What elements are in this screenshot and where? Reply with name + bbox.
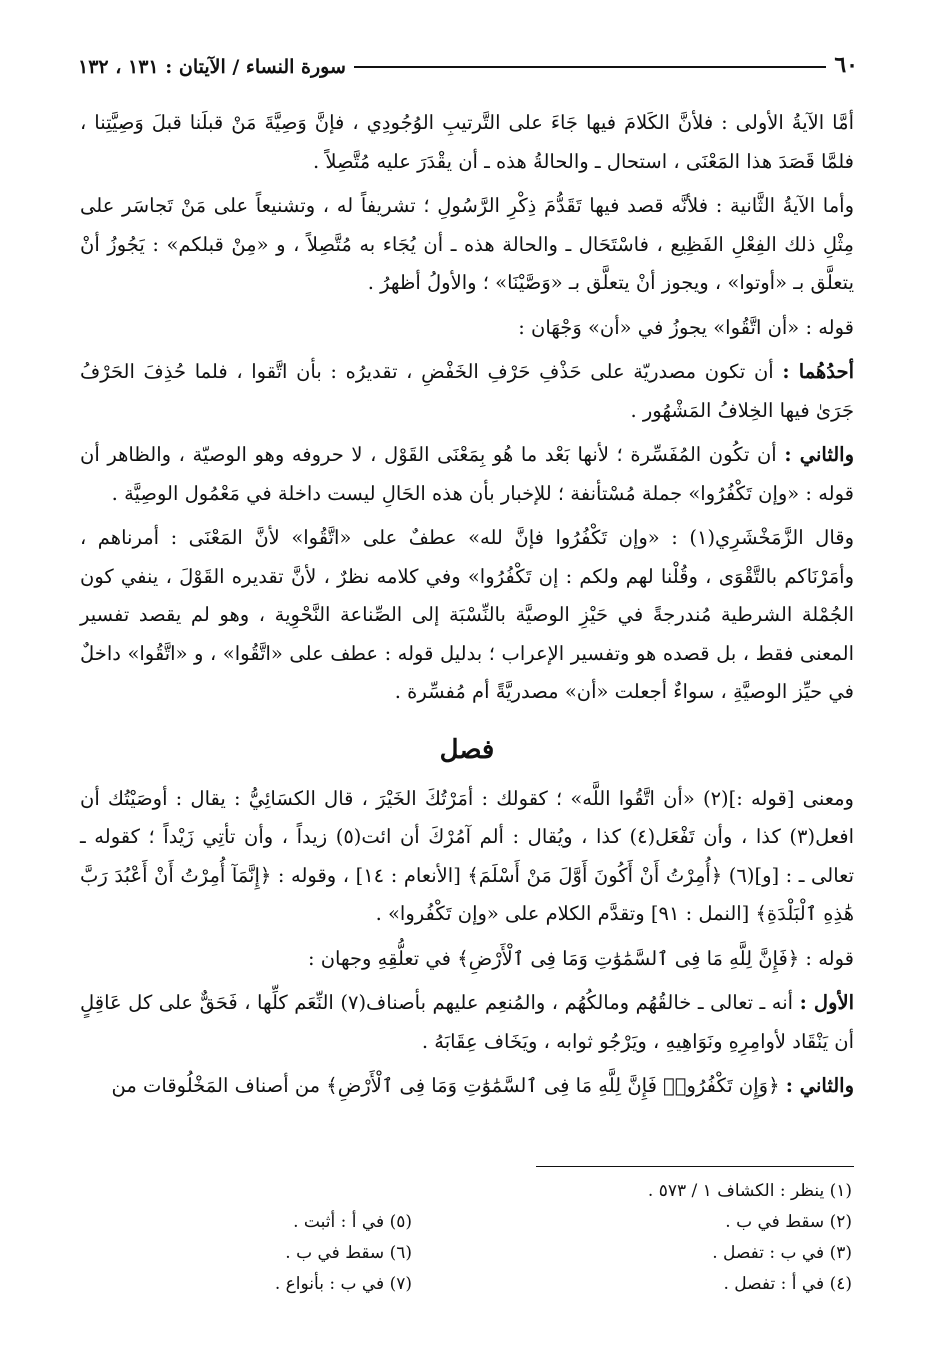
footnotes-column-right (542, 1176, 852, 1300)
paragraph-label: الأول : (799, 991, 854, 1014)
paragraph: وقال الزَّمَخْشَرِي(١) : «وإن تَكْفُرُوا فإنَّ لله» عطفٌ على «اتَّقُوا» لأنَّ المَعْنَى : أمرناهم ، وأمَرْنَاكم بالتَّقْوَى ، وقُلْنا لهم ولكم : إن تَكْفُرُوا» وفي كلامه نظرٌ ، لأنَّ تقديره القَوْلَ ، ينفي كون الجُمْلة الشرطية مُندرجةً في حَيْزِ الوصيَّة بالنِّسْبَة إلى الصِّناعة النَّحْوِية ، وهو لم يقصد تفسير المعنى فقط ، بل قصده هو وتفسير الإعراب ؛ بدليل قوله : عطف على «اتَّقُوا» ، و «اتَّقُوا» داخلٌ في حيِّز الوصيَّةِ ، سواءٌ أجعلت «أن» مصدريَّةً أم مُفسِّرة . (80, 526, 854, 703)
running-title: سورة النساء / الآيتان : ١٣١ ، ١٣٢ (78, 56, 346, 78)
paragraph-label: والثاني : (784, 443, 854, 466)
footnote: (٤) في أ : تفصل . (723, 1274, 852, 1294)
paragraph: والثاني : ﴿وَإِن تَكْفُرُوا۟ فَإِنَّ لِلَّهِ مَا فِى ٱلسَّمَٰوَٰتِ وَمَا فِى ٱلْأَرْضِ﴾ من أصناف المَخْلُوقات من (111, 1074, 854, 1097)
footnote: (٣) في ب : تفصل . (712, 1243, 852, 1263)
header-rule (354, 66, 826, 68)
paragraph: قوله : ﴿فَإِنَّ لِلَّهِ مَا فِى ٱلسَّمَٰوَٰتِ وَمَا فِى ٱلْأَرْضِ﴾ في تعلُّقِهِ وجهان : (307, 946, 854, 970)
main-text (80, 104, 854, 1112)
paragraph-label: أحدُهُما : (782, 360, 854, 383)
paragraph: والثاني : أن تكُون المُفَسِّرة ؛ لأنها بَعْد ما هُو بِمَعْنَى القَوْل ، لا حروفه وهو الوصيّة ، والظاهر أن قوله : «وإن تَكْفُرُوا» جملة مُسْتأنفة ؛ للإخبار بأن هذه الحَالِ ليست داخلة في مَعْمُول الوصِيَّة . (80, 443, 854, 505)
footnote: (٧) في ب : بأنواع . (274, 1274, 412, 1294)
section-title: فصل (439, 734, 495, 765)
footnote: (٢) سقط في ب . (725, 1212, 852, 1232)
footnote-rule (536, 1166, 854, 1167)
paragraph: وأما الآيةُ الثَّانية : فلأنَّه قصد فيها تَقَدُّمَ ذِكْرِ الرَّسُولِ ؛ تشريفاً له ، وتشنيعاً على مَنْ تَجاسَر على مِثْلِ ذلك الفِعْلِ الفَظِيع ، فاسْتَحَال ـ والحالة هذه ـ أن يُجَاء به مُتَّصِلاً ، و «مِنْ قبلكم» : يَجُوزُ أنْ يتعلَّق بـ «أوتوا» ، ويجوز أنْ يتعلَّق بـ «وَصَّيْنَا» ؛ والأولُ أظهرُ . (80, 194, 854, 294)
footnote: (٥) في أ : أثبت . (293, 1212, 412, 1232)
paragraph: ومعنى [قوله :](٢) «أن اتَّقُوا اللَّه» ؛ كقولك : أمَرْتُكَ الخَيْرَ ، قال الكسَائِيُّ : يقال : أوصَيْتُك أن افعل(٣) كذا ، وأن تَفْعَل(٤) كذا ، ويُقال : ألم آمُرْكَ أن ائت(٥) زيداً ، وأن تأتِي زَيْداً ؛ كقوله ـ تعالى ـ : [و](٦) ﴿أُمِرْتُ أَنْ أَكُونَ أَوَّلَ مَنْ أَسْلَمَ﴾ [الأنعام : ١٤] ، وقوله : ﴿إِنَّمَآ أُمِرْتُ أَنْ أَعْبُدَ رَبَّ هَٰذِهِ ٱلْبَلْدَةِ﴾ [النمل : ٩١] وتقدَّم الكلام على «وإن تَكْفُروا» . (80, 786, 855, 925)
footnotes (232, 1176, 852, 1300)
page-number: ٦٠ (834, 52, 858, 78)
paragraph: قوله : «أن اتَّقُوا» يجوزُ في «أن» وَجْهَان : (518, 315, 854, 339)
footnote: (٦) سقط في ب . (285, 1243, 412, 1263)
paragraph: أمَّا الآيةُ الأولى : فلأنَّ الكَلامَ فيها جَاءَ على التَّرتيبِ الوُجُودِي ، فإنَّ وَصِيَّةَ مَنْ قبلَنا قبلَ وَصِيَّتِنا ، فلمَّا قَصَدَ هذا المَعْنَى ، استحال ـ والحالةُ هذه ـ أن يقْدَرَ عليه مُتَّصِلاً . (80, 111, 854, 173)
page-header (78, 38, 858, 78)
footnote: (١) ينظر : الكشاف ١ / ٥٧٣ . (647, 1181, 852, 1201)
paragraph: الأول : أنه ـ تعالى ـ خالقُهُم ومالكُهُم ، والمُنعِم عليهم بأصناف(٧) النِّعَم كلِّها ، فَحَقٌّ على كل عَاقِلٍ أن يَنْقَاد لأوامِرِهِ ونَوَاهِيهِ ، ويَرْجُو ثوابه ، ويَخَاف عِقَابَهُ . (80, 991, 854, 1053)
footnotes-column-left (232, 1176, 542, 1300)
paragraph: أحدُهُما : أن تكون مصدريّة على حَذْفِ حَرْفِ الخَفْضِ ، تقديرُه : بأن اتَّقوا ، فلما حُذِفَ الحَرْفُ جَرَىٰ فيها الخِلافُ المَشْهُور . (80, 360, 854, 422)
paragraph-label: والثاني : (785, 1074, 854, 1097)
